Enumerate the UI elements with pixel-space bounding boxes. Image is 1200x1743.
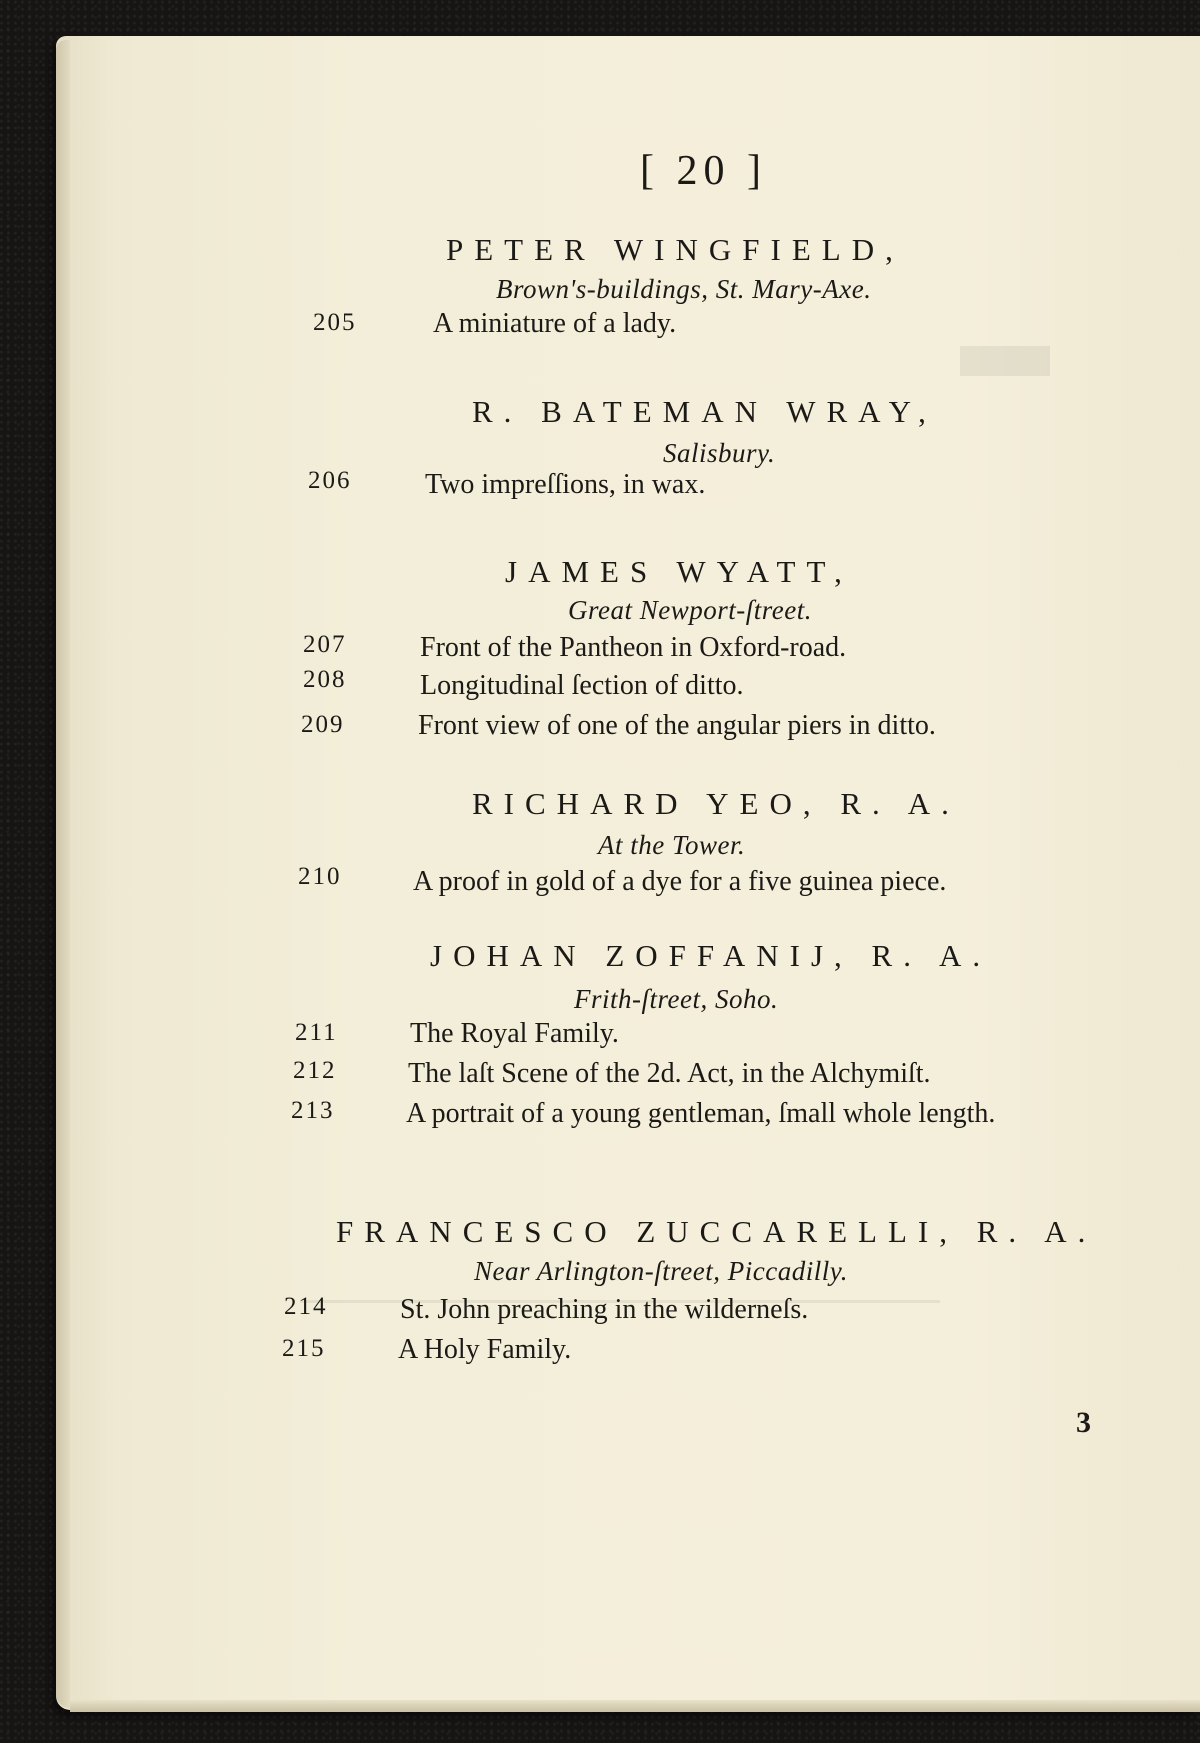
work-title: The laſt Scene of the 2d. Act, in the Alchymiſt.	[408, 1058, 931, 1089]
catalogue-number: 212	[293, 1057, 337, 1084]
catalogue-number: 205	[313, 309, 357, 336]
artist-name: RICHARD YEO, R. A.	[472, 786, 960, 821]
artist-name: R. BATEMAN WRAY,	[472, 394, 937, 429]
catalogue-number: 211	[295, 1019, 338, 1046]
work-title: Front of the Pantheon in Oxford-road.	[420, 632, 847, 663]
work-title: St. John preaching in the wilderneſs.	[400, 1294, 809, 1325]
catalogue-number: 210	[298, 863, 342, 890]
catalogue-number: 206	[308, 467, 352, 494]
work-title: The Royal Family.	[410, 1018, 619, 1049]
artist-address: At the Tower.	[598, 830, 746, 860]
catalogue-number: 215	[282, 1335, 326, 1362]
artist-name: FRANCESCO ZUCCARELLI, R. A.	[336, 1214, 1097, 1249]
work-title: Two impreſſions, in wax.	[425, 469, 706, 500]
artist-address: Near Arlington-ſtreet, Piccadilly.	[474, 1256, 848, 1286]
artist-name: JOHAN ZOFFANIJ, R. A.	[430, 938, 992, 973]
work-title: A Holy Family.	[398, 1334, 572, 1365]
work-title: Longitudinal ſection of ditto.	[420, 670, 744, 701]
page-bottom-edge	[70, 1700, 1200, 1712]
work-title: A proof in gold of a dye for a five guinea piece.	[413, 866, 947, 897]
catalogue-number: 209	[301, 711, 345, 738]
artist-address: Brown's-buildings, St. Mary-Axe.	[496, 274, 872, 304]
page-fore-edge	[56, 40, 70, 1708]
catalogue-number: 213	[291, 1097, 335, 1124]
page-number: [ 20 ]	[640, 148, 767, 194]
work-title: A miniature of a lady.	[433, 308, 677, 339]
artist-address: Great Newport-ſtreet.	[568, 595, 812, 625]
show-through-smudge	[960, 346, 1050, 376]
signature-mark: 3	[1076, 1406, 1091, 1439]
catalogue-number: 207	[303, 631, 347, 658]
artist-name: JAMES WYATT,	[505, 554, 853, 589]
work-title: Front view of one of the angular piers in ditto.	[418, 710, 936, 741]
work-title: A portrait of a young gentleman, ſmall whole length.	[406, 1098, 996, 1129]
artist-name: PETER WINGFIELD,	[446, 232, 904, 267]
catalogue-number: 214	[284, 1293, 328, 1320]
artist-address: Salisbury.	[663, 438, 776, 468]
artist-address: Frith-ſtreet, Soho.	[574, 984, 779, 1014]
catalogue-number: 208	[303, 666, 347, 693]
